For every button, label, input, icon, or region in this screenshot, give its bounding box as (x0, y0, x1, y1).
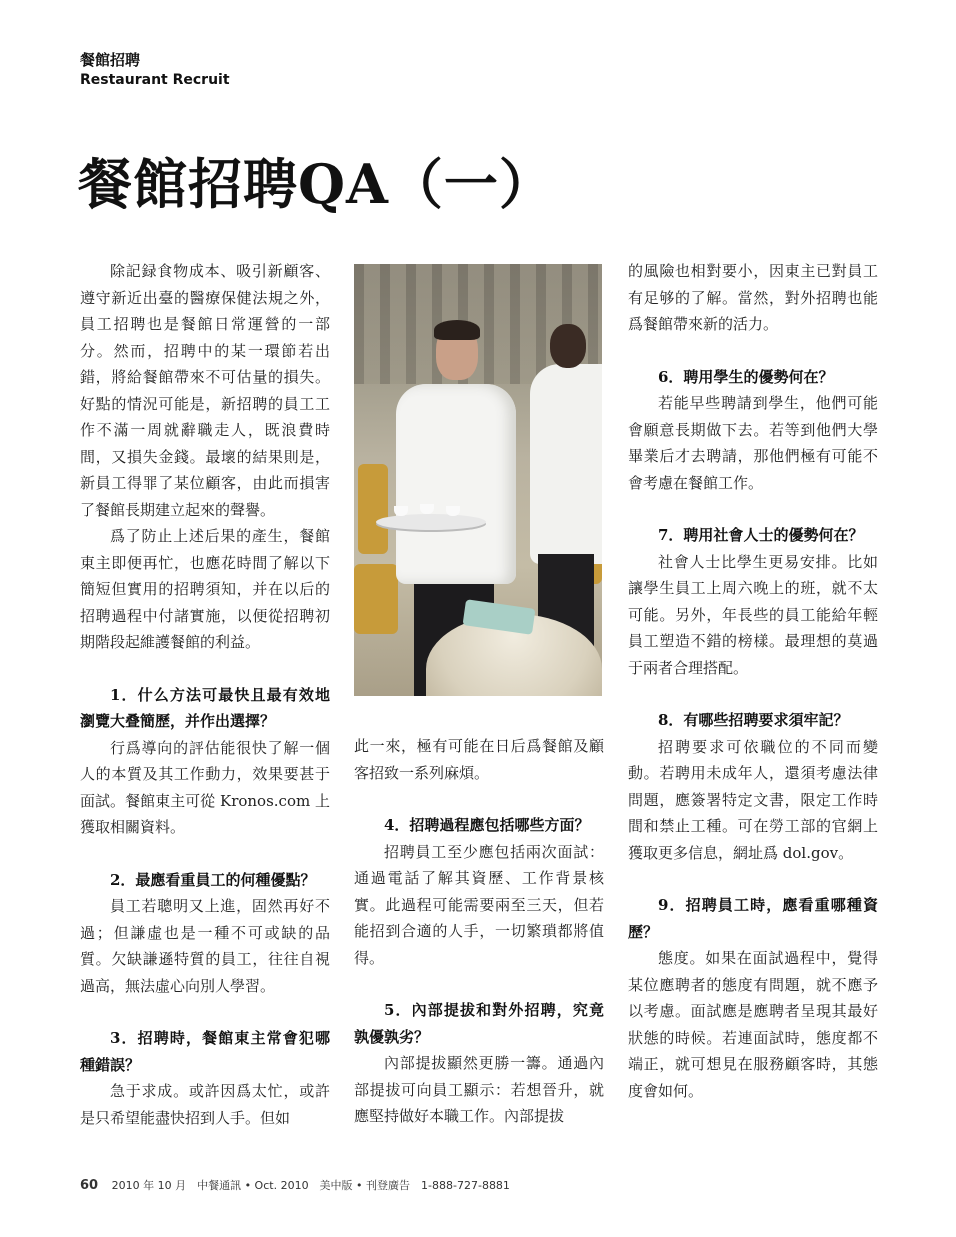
question-1: 1．什么方法可最快且最有效地瀏覽大叠簡歷，并作出選擇？ (80, 685, 330, 730)
answer-2: 員工若聰明又上進，固然再好不過；但謙虛也是一種不可或缺的品質。欠缺謙遜特質的員工，往往自視過高，無法虛心向別人學習。 (80, 897, 330, 995)
footer-info: 2010 年 10 月 中餐通訊 • Oct. 2010 美中版 • 刊登廣告 1-888-727-8881 (111, 1179, 510, 1192)
question-4: 4．招聘過程應包括哪些方面？ (384, 816, 590, 834)
question-8: 8．有哪些招聘要求須牢記？ (658, 711, 849, 729)
answer-1: 行爲導向的評估能很快了解一個人的本質及其工作動力，效果要甚于面試。餐館東主可從 Kronos.com 上獲取相關資料。 (80, 738, 330, 836)
intro-paragraph-1: 除記録食物成本、吸引新顧客、遵守新近出臺的醫療保健法規之外，員工招聘也是餐館日常運營的一部分。然而，招聘中的某一環節若出錯，將給餐館帶來不可估量的損失。好點的情況可能是，新招聘的員工工作不滿一周就辭職走人，既浪費時間，又損失金錢。最壞的結果則是，新員工得罪了某位顧客，由此而損害了餐館長期建立起來的聲譽。 (80, 262, 330, 519)
answer-5: 內部提拔顯然更勝一籌。通過內部提拔可向員工顯示：若想晉升，就應堅持做好本職工作。內部提拔 (354, 1054, 604, 1125)
section-tag-en: Restaurant Recruit (80, 72, 230, 88)
section-tag (80, 50, 230, 90)
answer-7: 社會人士比學生更易安排。比如讓學生員工上周六晚上的班，就不太可能。另外，年長些的員工能給年輕員工塑造不錯的榜樣。最理想的莫過于兩者合理搭配。 (628, 552, 878, 677)
question-2: 2．最應看重員工的何種優點？ (110, 870, 316, 889)
question-7: 7．聘用社會人士的優勢何在？ (658, 526, 864, 544)
section-tag-zh: 餐館招聘 (80, 51, 141, 69)
column-3 (628, 258, 878, 1104)
article-title: 餐館招聘QA（一） (78, 152, 554, 216)
answer-4: 招聘員工至少應包括兩次面試：通過電話了解其資歷、工作背景核實。此過程可能需要兩至三天，但若能招到合適的人手，一切繁瑣都將值得。 (354, 842, 604, 967)
answer-5-continued: 的風險也相對要小，因東主已對員工有足够的了解。當然，對外招聘也能爲餐館帶來新的活力。 (628, 262, 878, 333)
page-number: 60 (80, 1178, 99, 1193)
answer-9: 態度。如果在面試過程中，覺得某位應聘者的態度有問題，就不應予以考慮。面試應是應聘者呈現其最好狀態的時候。若連面試時，態度都不端正，就可想見在服務顧客時，其態度會如何。 (628, 949, 878, 1100)
question-5: 5．內部提拔和對外招聘，究竟孰優孰劣？ (354, 1001, 604, 1046)
answer-8: 招聘要求可依職位的不同而變動。若聘用未成年人，還須考慮法律問題，應簽署特定文書，限定工作時間和禁止工種。可在勞工部的官網上獲取更多信息，網址爲 dol.gov。 (628, 737, 878, 862)
question-6: 6．聘用學生的優勢何在？ (658, 367, 834, 386)
column-2 (354, 733, 604, 1130)
question-9: 9．招聘員工時，應看重哪種資歷？ (628, 896, 878, 941)
page-footer (80, 1177, 510, 1193)
question-3: 3．招聘時，餐館東主常會犯哪種錯誤？ (80, 1029, 330, 1074)
answer-3-continued: 此一來，極有可能在日后爲餐館及顧客招致一系列麻煩。 (354, 737, 604, 782)
answer-6: 若能早些聘請到學生，他們可能會願意長期做下去。若等到他們大學畢業后才去聘請，那他們極有可能不會考慮在餐館工作。 (628, 394, 878, 492)
intro-paragraph-2: 爲了防止上述后果的產生，餐館東主即便再忙，也應花時間了解以下簡短但實用的招聘須知，并在以后的招聘過程中付諸實施，以便從招聘初期階段起維護餐館的利益。 (80, 527, 330, 651)
answer-3: 急于求成。或許因爲太忙，或許是只希望能盡快招到人手。但如 (80, 1082, 330, 1127)
waiter-photo (354, 264, 602, 696)
column-1 (80, 258, 330, 1131)
